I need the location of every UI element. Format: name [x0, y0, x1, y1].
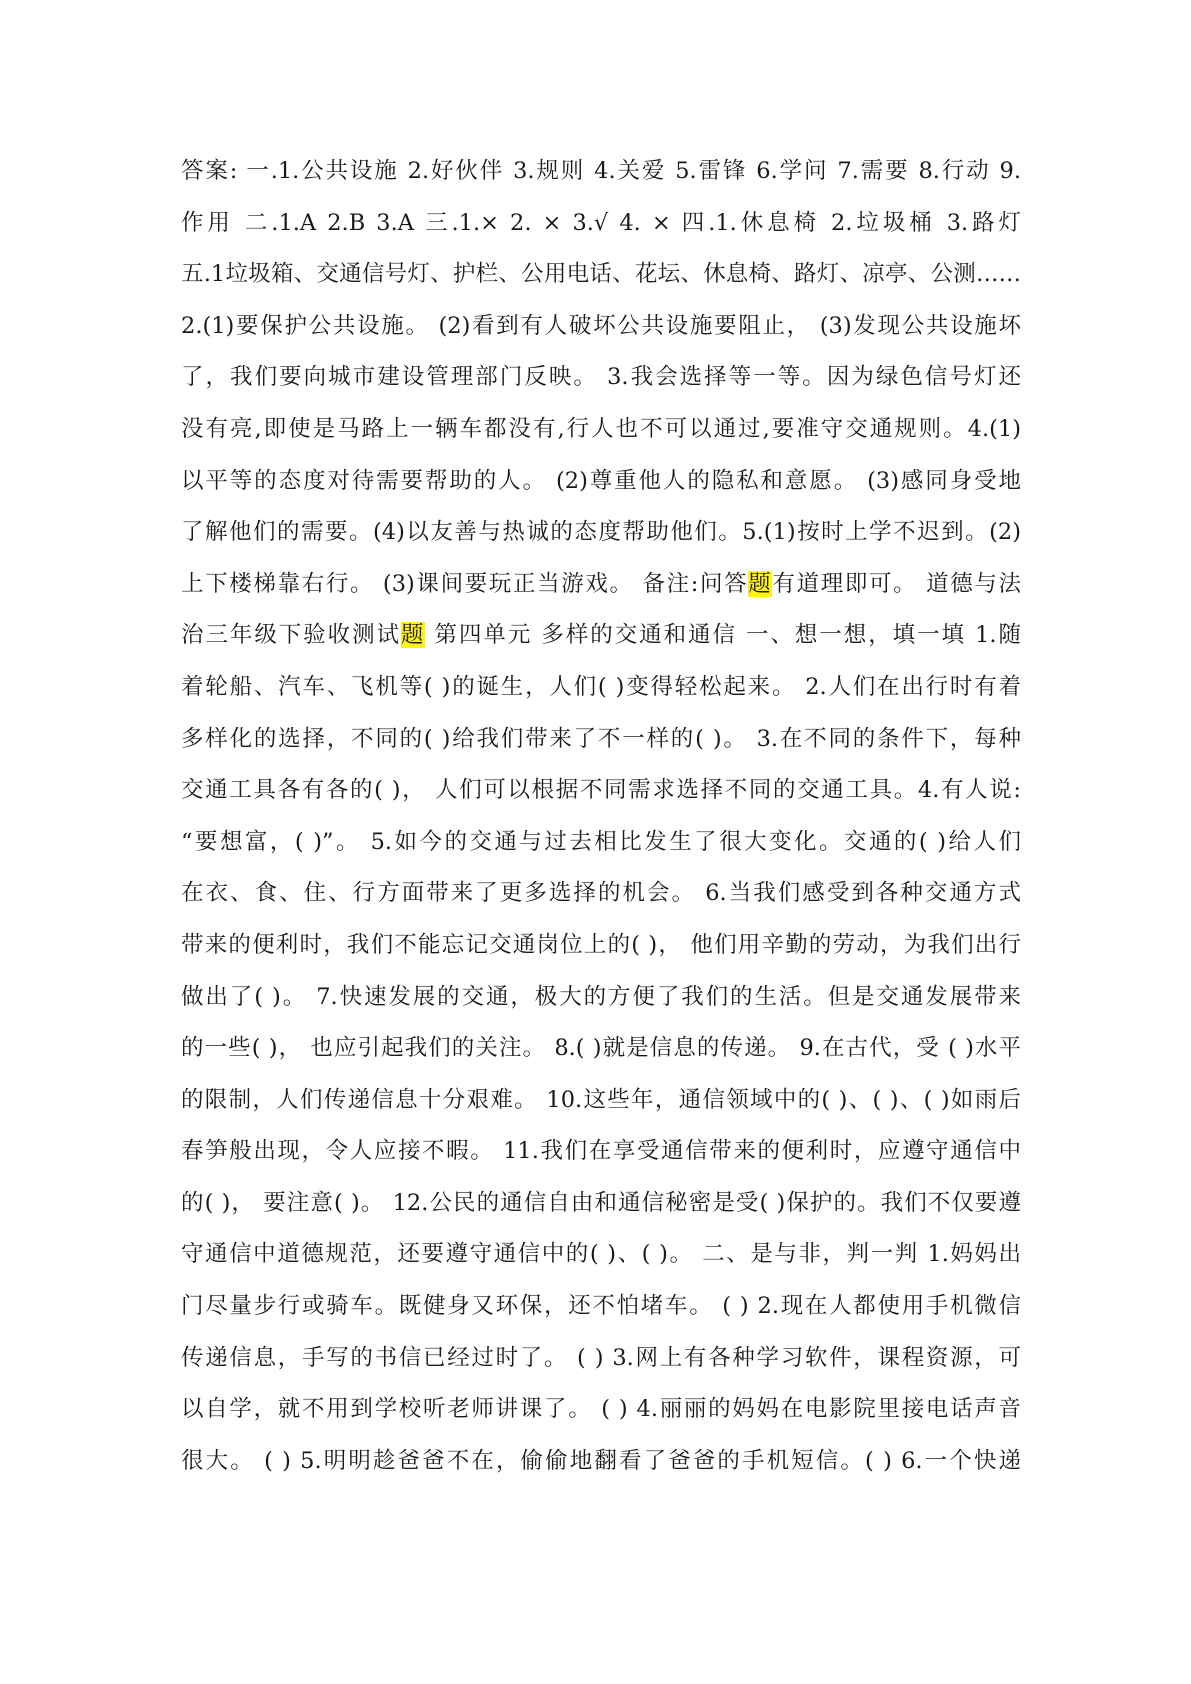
- text-segment: 上下楼梯靠右行。 (3)课间要玩正当游戏。 备注:问答: [181, 570, 749, 597]
- text-segment: 有道理即可。 道德与法: [772, 570, 1021, 597]
- text-line: 门尽量步行或骑车。既健身又环保，还不怕堵车。 ( ) 2.现在人都使用手机微信: [181, 1293, 1021, 1320]
- text-line: 的( )， 要注意( )。 12.公民的通信自由和通信秘密是受( )保护的。我们不仅要遵: [181, 1189, 1021, 1216]
- text-line: 交通工具各有各的( )， 人们可以根据不同需求选择不同的交通工具。4.有人说:: [181, 777, 1021, 804]
- text-line: 春笋般出现，令人应接不暇。 11.我们在享受通信带来的便利时，应遵守通信中: [181, 1138, 1021, 1165]
- text-line: 的限制，人们传递信息十分艰难。 10.这些年，通信领域中的( )、( )、( )如雨后: [181, 1086, 1021, 1113]
- text-line: 作用 二.1.A 2.B 3.A 三.1.× 2. × 3.√ 4. × 四.1.休息椅 2.垃圾桶 3.路灯: [181, 209, 1021, 236]
- text-line: 了解他们的需要。(4)以友善与热诚的态度帮助他们。5.(1)按时上学不迟到。(2): [181, 519, 1021, 546]
- text-line: 做出了( )。 7.快速发展的交通，极大的方便了我们的生活。但是交通发展带来: [181, 983, 1021, 1010]
- text-line: 以平等的态度对待需要帮助的人。 (2)尊重他人的隐私和意愿。 (3)感同身受地: [181, 467, 1021, 494]
- text-line: 2.(1)要保护公共设施。 (2)看到有人破坏公共设施要阻止， (3)发现公共设施坏: [181, 312, 1021, 339]
- highlighted-word: 题: [400, 622, 426, 649]
- text-line: 的一些( )， 也应引起我们的关注。 8.( )就是信息的传递。 9.在古代，受 ( )水平: [181, 1035, 1021, 1062]
- text-line: 守通信中道德规范，还要遵守通信中的( )、( )。 二、是与非，判一判 1.妈妈出: [181, 1241, 1021, 1268]
- text-line: 了，我们要向城市建设管理部门反映。 3.我会选择等一等。因为绿色信号灯还: [181, 364, 1021, 391]
- text-line: 以自学，就不用到学校听老师讲课了。 ( ) 4.丽丽的妈妈在电影院里接电话声音: [181, 1396, 1021, 1423]
- text-line: 答案: 一.1.公共设施 2.好伙伴 3.规则 4.关爱 5.雷锋 6.学问 7.需要 8.行动 9.: [181, 158, 1021, 184]
- text-line: 没有亮,即使是马路上一辆车都没有,行人也不可以通过,要准守交通规则。4.(1): [181, 415, 1021, 442]
- text-line: “要想富，( )”。 5.如今的交通与过去相比发生了很大变化。交通的( )给人们: [181, 828, 1021, 855]
- text-segment: 第四单元 多样的交通和通信 一、想一想，填一填 1.随: [425, 622, 1021, 649]
- text-line: 多样化的选择，不同的( )给我们带来了不一样的( )。 3.在不同的条件下，每种: [181, 725, 1021, 752]
- text-line: 五.1垃圾箱、交通信号灯、护栏、公用电话、花坛、休息椅、路灯、凉亭、公测……: [181, 261, 1021, 288]
- highlighted-word: 题: [748, 570, 773, 597]
- text-line: [181, 559, 1021, 611]
- text-line: 带来的便利时，我们不能忘记交通岗位上的( )， 他们用辛勤的劳动，为我们出行: [181, 931, 1021, 958]
- text-segment: 治三年级下验收测试: [181, 622, 401, 649]
- text-line: [181, 610, 1021, 662]
- text-line: 在衣、食、住、行方面带来了更多选择的机会。 6.当我们感受到各种交通方式: [181, 880, 1021, 907]
- answer-and-exercise-text: [181, 146, 1021, 1487]
- text-line: 很大。 ( ) 5.明明趁爸爸不在，偷偷地翻看了爸爸的手机短信。( ) 6.一个快递: [181, 1447, 1021, 1474]
- text-line: 传递信息，手写的书信已经过时了。 ( ) 3.网上有各种学习软件，课程资源，可: [181, 1344, 1021, 1371]
- text-line: 着轮船、汽车、飞机等( )的诞生，人们( )变得轻松起来。 2.人们在出行时有着: [181, 673, 1021, 700]
